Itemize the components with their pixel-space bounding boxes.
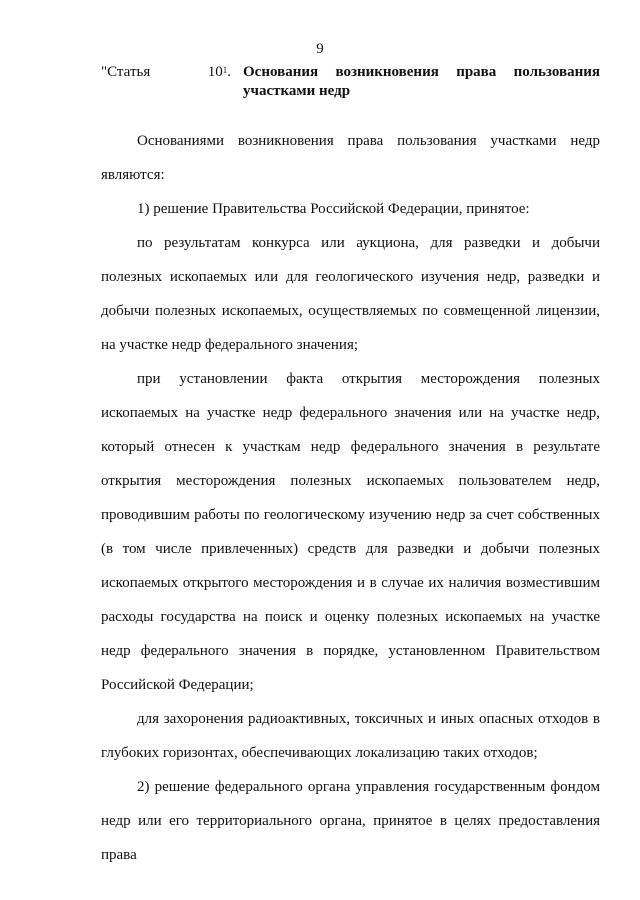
paragraph-auction: по результатам конкурса или аукциона, для разведки и добычи полезных ископаемых или для геологического изучения недр, разведки и добычи полезных ископаемых, осуществляемых по совмещенной лицензии, на участке недр федерального значения;: [101, 235, 600, 353]
document-body: [101, 124, 600, 872]
paragraph-deposit-discovery: при установлении факта открытия месторождения полезных ископаемых на участке недр федерального значения или на участке недр, который отнесен к участкам недр федерального значения в результате открытия месторождения полезных ископаемых пользователем недр, проводившим работы по геологическому изучению недр за счет собственных (в том числе привлеченных) средств для разведки и добычи полезных ископаемых открытого месторождения и в случае их наличия возместившим расходы государства на поиск и оценку полезных ископаемых на участке недр федерального значения в порядке, установленном Правительством Российской Федерации;: [101, 371, 600, 693]
article-title: Основания возникновения права пользования участками недр: [243, 64, 600, 99]
paragraph-grounds-intro: Основаниями возникновения права пользования участками недр являются:: [101, 133, 600, 183]
paragraph-item-1: 1) решение Правительства Российской Федерации, принятое:: [137, 201, 530, 217]
paragraph-item-2: 2) решение федерального органа управления государственным фондом недр или его территориального органа, принятое в целях предоставления права: [101, 779, 600, 863]
page-number: 9: [316, 41, 324, 57]
article-number-superscript: 1: [222, 65, 228, 75]
paragraph-waste-disposal: для захоронения радиоактивных, токсичных и иных опасных отходов в глубоких горизонтах, обеспечивающих локализацию таких отходов;: [101, 711, 600, 761]
article-label: [101, 63, 231, 82]
article-label-word: "Статья: [101, 64, 151, 80]
article-label-number: $10^1$.: [207, 64, 231, 80]
